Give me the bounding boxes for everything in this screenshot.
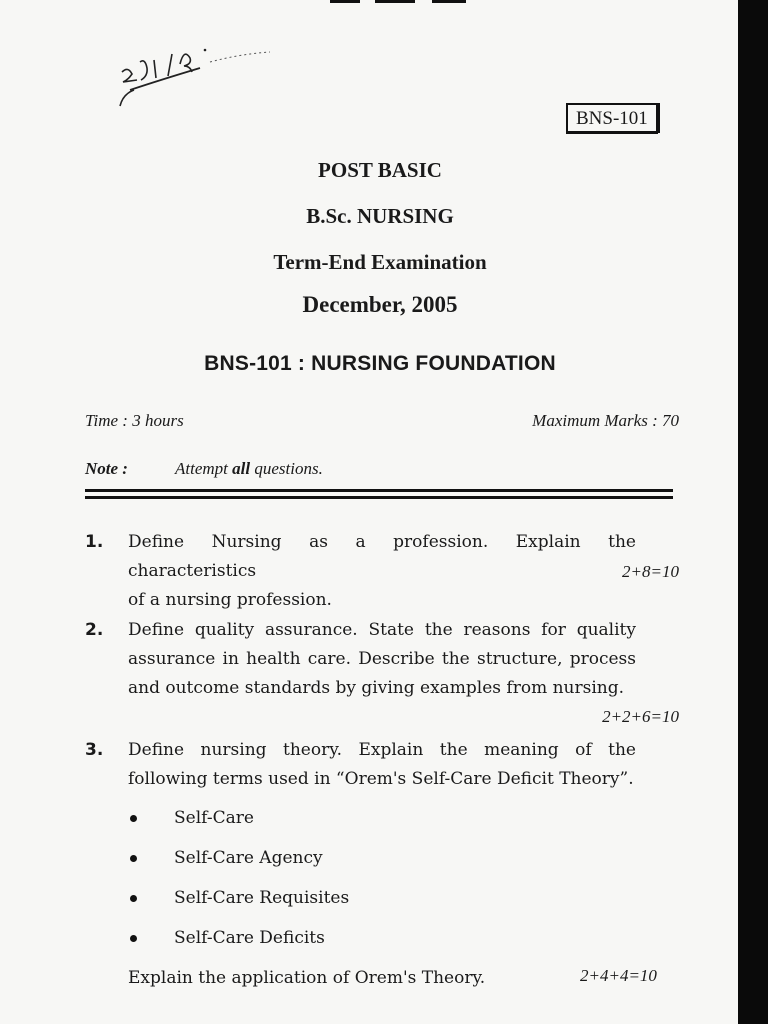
list-item: Self-Care Requisites xyxy=(128,888,349,908)
list-item: Self-Care Agency xyxy=(128,848,323,868)
top-edge-marks xyxy=(0,0,768,4)
heading-degree: B.Sc. NURSING xyxy=(306,204,454,228)
question-marks: 2+2+6=10 xyxy=(602,707,679,726)
note-label: Note : xyxy=(85,459,128,478)
time-allowed: Time : 3 hours xyxy=(85,411,184,430)
question-3 xyxy=(85,736,679,794)
note-text-pre: Attempt xyxy=(175,459,233,478)
question-3-closing: Explain the application of Orem's Theory. xyxy=(128,968,486,988)
instructions-note xyxy=(85,459,323,479)
question-line: Define nursing theory. Explain the meaning of the xyxy=(128,740,636,760)
question-line: and outcome standards by giving examples from nursing. xyxy=(128,678,625,698)
question-line: Define quality assurance. State the reasons for quality xyxy=(128,620,636,640)
list-item: Self-Care xyxy=(128,808,254,828)
question-line: following terms used in “Orem's Self-Care Deficit Theory”. xyxy=(128,769,634,789)
question-line: assurance in health care. Describe the structure, process xyxy=(128,649,636,669)
question-line: of a nursing profession. xyxy=(128,590,332,610)
question-1 xyxy=(85,528,679,615)
course-title: BNS-101 : NURSING FOUNDATION xyxy=(204,352,556,375)
double-rule-bottom xyxy=(85,496,673,499)
question-2 xyxy=(85,616,679,726)
scan-edge-shadow xyxy=(738,0,768,1024)
question-line: Define Nursing as a profession. Explain the characteristics xyxy=(128,532,636,581)
question-number: 3. xyxy=(85,740,104,760)
paper-code-box: BNS-101 xyxy=(566,103,658,133)
handwritten-scribble xyxy=(110,40,290,120)
question-number: 1. xyxy=(85,532,104,552)
question-number: 2. xyxy=(85,620,104,640)
list-item: Self-Care Deficits xyxy=(128,928,325,948)
note-text-emphasis: all xyxy=(232,459,251,478)
note-text-post: questions. xyxy=(250,459,323,478)
maximum-marks: Maximum Marks : 70 xyxy=(532,411,679,430)
exam-meta-row xyxy=(85,411,679,431)
question-marks: 2+8=10 xyxy=(622,562,679,581)
heading-date: December, 2005 xyxy=(302,292,458,317)
heading-exam-type: Term-End Examination xyxy=(273,250,487,274)
heading-post-basic: POST BASIC xyxy=(318,158,442,182)
double-rule-top xyxy=(85,489,673,492)
question-3-marks: 2+4+4=10 xyxy=(580,966,657,985)
